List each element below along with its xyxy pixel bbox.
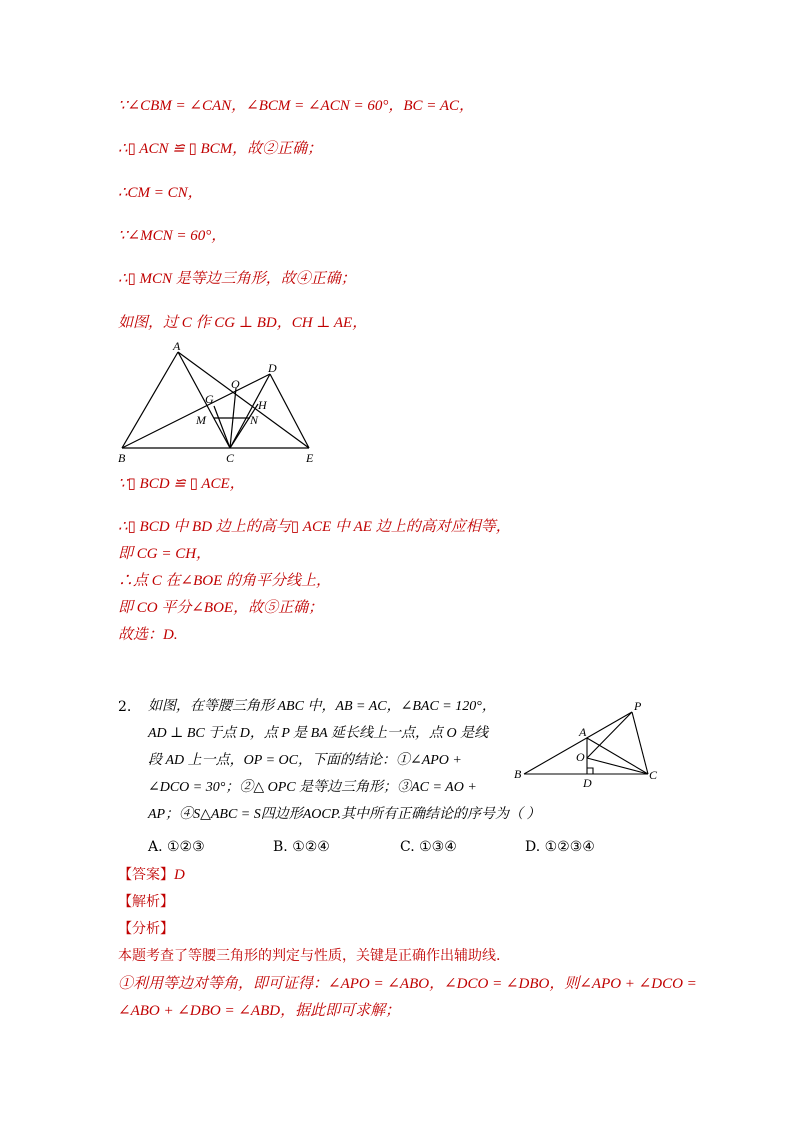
solution-line-4: ∵∠MCN = 60°， — [118, 228, 227, 244]
choice-b: B. ①②④ — [273, 839, 330, 855]
answer-row — [118, 866, 185, 884]
geometry-figure-2 — [510, 700, 660, 790]
label-P: P — [634, 700, 642, 713]
solution-line-11: 即 CO 平分∠BOE，故⑤正确； — [118, 600, 324, 616]
solution-line-3: ∴CM = CN， — [118, 185, 203, 201]
solution-line-6: 如图，过 C 作 CG ⊥ BD，CH ⊥ AE， — [118, 315, 368, 331]
question-line-3: 段 AD 上一点，OP = OC，下面的结论：①∠APO + — [148, 753, 462, 768]
label-H: H — [258, 398, 267, 412]
geometry-figure-1 — [116, 338, 326, 466]
label-E: E — [306, 451, 314, 465]
question-line-4: ∠DCO = 30°；②△ OPC 是等边三角形；③AC = AO + — [148, 780, 477, 795]
choice-a: A. ①②③ — [148, 839, 205, 855]
solution-line-9: 即 CG = CH， — [118, 546, 212, 562]
label-D2: D — [583, 776, 592, 790]
answer-value: D — [174, 867, 185, 883]
question-line-5: AP；④S△ABC = S四边形AOCP.其中所有正确结论的序号为（ ） — [148, 807, 541, 822]
label-N: N — [250, 413, 259, 427]
choice-d: D. ①②③④ — [525, 839, 595, 855]
solution-line-5: ∴▯ MCN 是等边三角形，故④正确； — [118, 271, 356, 287]
choice-c: C. ①③④ — [400, 839, 457, 855]
answer-label: 【答案】 — [118, 867, 174, 883]
solution-line-1: ∵∠CBM = ∠CAN，∠BCM = ∠ACN = 60°，BC = AC， — [118, 98, 475, 114]
question-line-1: 如图，在等腰三角形 ABC 中，AB = AC，∠BAC = 120°， — [148, 699, 496, 714]
label-B: B — [118, 451, 126, 465]
label-C: C — [226, 451, 235, 465]
solution-line-2: ∴▯ ACN ≌ ▯ BCM，故②正确； — [118, 141, 323, 157]
label-A2: A — [579, 725, 587, 739]
solution-line-12: 故选：D. — [118, 627, 178, 643]
analysis-label: 【解析】 — [118, 894, 174, 910]
label-C2: C — [649, 768, 658, 782]
label-O2: O — [576, 750, 585, 764]
point1-line-a: ①利用等边对等角，即可证得：∠APO = ∠ABO，∠DCO = ∠DBO，则∠APO + ∠DCO = — [118, 976, 697, 992]
question-line-2: AD ⊥ BC 于点 D，点 P 是 BA 延长线上一点，点 O 是线 — [148, 726, 489, 741]
summary-text: 本题考查了等腰三角形的判定与性质，关键是正确作出辅助线. — [118, 948, 501, 964]
question-number: 2. — [118, 699, 132, 715]
solution-line-7: ∵▯ BCD ≌ ▯ ACE， — [118, 476, 245, 492]
label-A: A — [173, 339, 181, 353]
solution-line-8: ∴▯ BCD 中 BD 边上的高与▯ ACE 中 AE 边上的高对应相等， — [118, 519, 511, 535]
label-G: G — [205, 392, 214, 406]
label-O: O — [231, 377, 240, 391]
label-B2: B — [514, 767, 522, 781]
point1-line-b: ∠ABO + ∠DBO = ∠ABD，据此即可求解； — [118, 1003, 401, 1019]
label-D: D — [268, 361, 277, 375]
label-M: M — [196, 413, 206, 427]
fenxi-label: 【分析】 — [118, 921, 174, 937]
solution-line-10: ∴点 C 在∠BOE 的角平分线上， — [118, 573, 331, 589]
